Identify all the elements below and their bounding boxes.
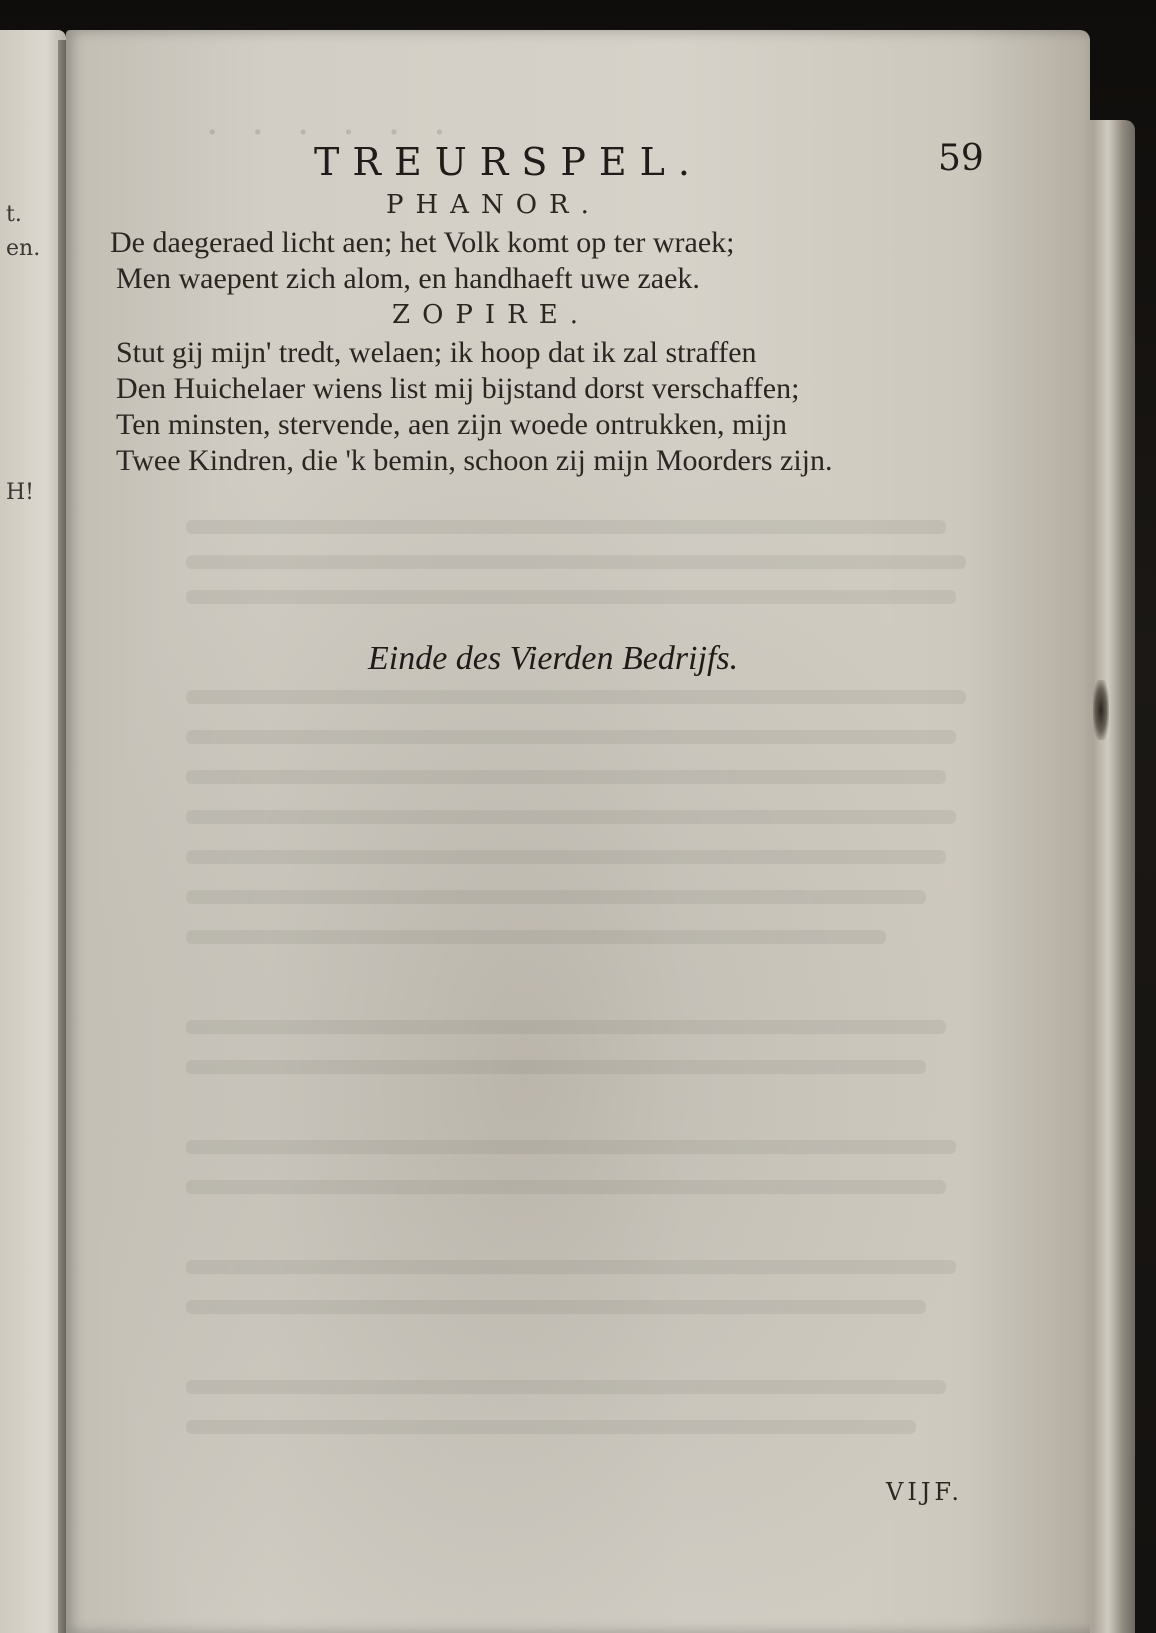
- page-number: 59: [938, 138, 984, 179]
- bleed-through-heading: · · · · · ·: [206, 110, 456, 156]
- bleed-through-line: [186, 1140, 956, 1154]
- left-page-fragment: en.: [6, 236, 41, 261]
- verse-line: Men waepent zich alom, en handhaeft uwe zaek.: [116, 262, 700, 295]
- bleed-through-line: [186, 1300, 926, 1314]
- speaker-name: PHANOR.: [386, 190, 601, 220]
- bleed-through-line: [186, 770, 946, 784]
- left-facing-page: [0, 30, 66, 1633]
- bleed-through-line: [186, 850, 946, 864]
- speaker-name: ZOPIRE.: [392, 300, 590, 330]
- running-head: TREURSPEL.: [314, 140, 703, 184]
- bleed-through-line: [186, 690, 966, 704]
- bleed-through-line: [186, 555, 966, 569]
- left-page-fragment: t.: [6, 202, 22, 227]
- bleed-through-line: [186, 730, 956, 744]
- bleed-through-line: [186, 810, 956, 824]
- bleed-through-line: [186, 1420, 916, 1434]
- verse-line: Ten minsten, stervende, aen zijn woede ontrukken, mijn: [116, 408, 788, 441]
- bleed-through-line: [186, 1380, 946, 1394]
- book-page: [66, 30, 1090, 1633]
- bleed-through-line: [186, 1180, 946, 1194]
- bleed-through-line: [186, 590, 956, 604]
- left-page-fragment: H!: [6, 480, 35, 505]
- bleed-through-line: [186, 1020, 946, 1034]
- verse-line: Stut gij mijn' tredt, welaen; ik hoop dat ik zal straffen: [116, 336, 757, 369]
- bleed-through-line: [186, 930, 886, 944]
- bleed-through-line: [186, 1060, 926, 1074]
- bleed-through-line: [186, 890, 926, 904]
- verse-line: Twee Kindren, die 'k bemin, schoon zij mijn Moorders zijn.: [116, 444, 833, 477]
- catchword: VIJF.: [886, 1478, 963, 1506]
- bleed-through-line: [186, 1260, 956, 1274]
- verse-line: De daegeraed licht aen; het Volk komt op ter wraek;: [110, 226, 735, 259]
- verse-line: Den Huichelaer wiens list mij bijstand dorst verschaffen;: [116, 372, 800, 405]
- act-end-heading: Einde des Vierden Bedrijfs.: [368, 640, 739, 677]
- bleed-through-line: [186, 520, 946, 534]
